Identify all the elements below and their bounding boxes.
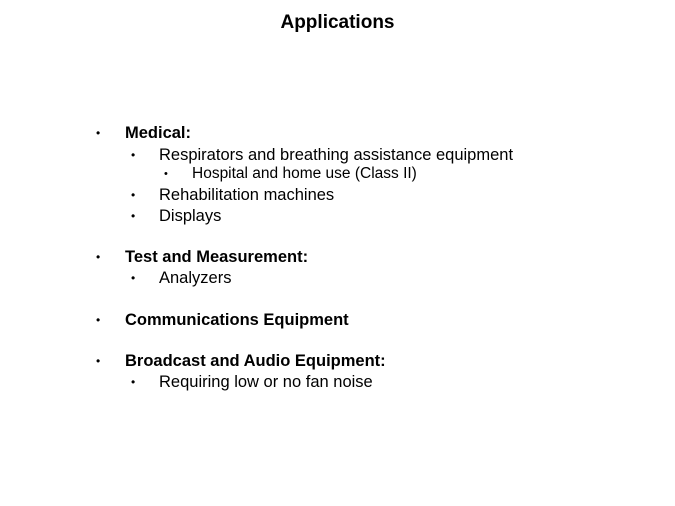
section-heading: Communications Equipment [125, 311, 349, 329]
section-heading: Broadcast and Audio Equipment: [125, 352, 386, 370]
list-item-text: Analyzers [159, 269, 232, 287]
section-heading: Medical: [125, 124, 192, 142]
bullet-icon: • [131, 148, 136, 162]
slide-title: Applications [280, 12, 395, 33]
bullet-icon: • [96, 250, 101, 264]
list-item-text: Rehabilitation machines [159, 186, 335, 204]
list-item-text: Displays [159, 207, 222, 225]
list-item-text: Requiring low or no fan noise [159, 373, 373, 391]
bullet-icon: • [131, 188, 136, 202]
section-heading: Test and Measurement: [125, 248, 309, 266]
bullet-icon: • [131, 271, 136, 285]
list-item-text: Hospital and home use (Class II) [192, 165, 417, 182]
bullet-icon: • [131, 375, 136, 389]
bullet-icon: • [96, 354, 101, 368]
bullet-icon: • [164, 168, 168, 180]
bullet-icon: • [96, 313, 101, 327]
list-item-text: Respirators and breathing assistance equipment [159, 146, 514, 164]
bullet-icon: • [131, 209, 136, 223]
bullet-icon: • [96, 126, 101, 140]
